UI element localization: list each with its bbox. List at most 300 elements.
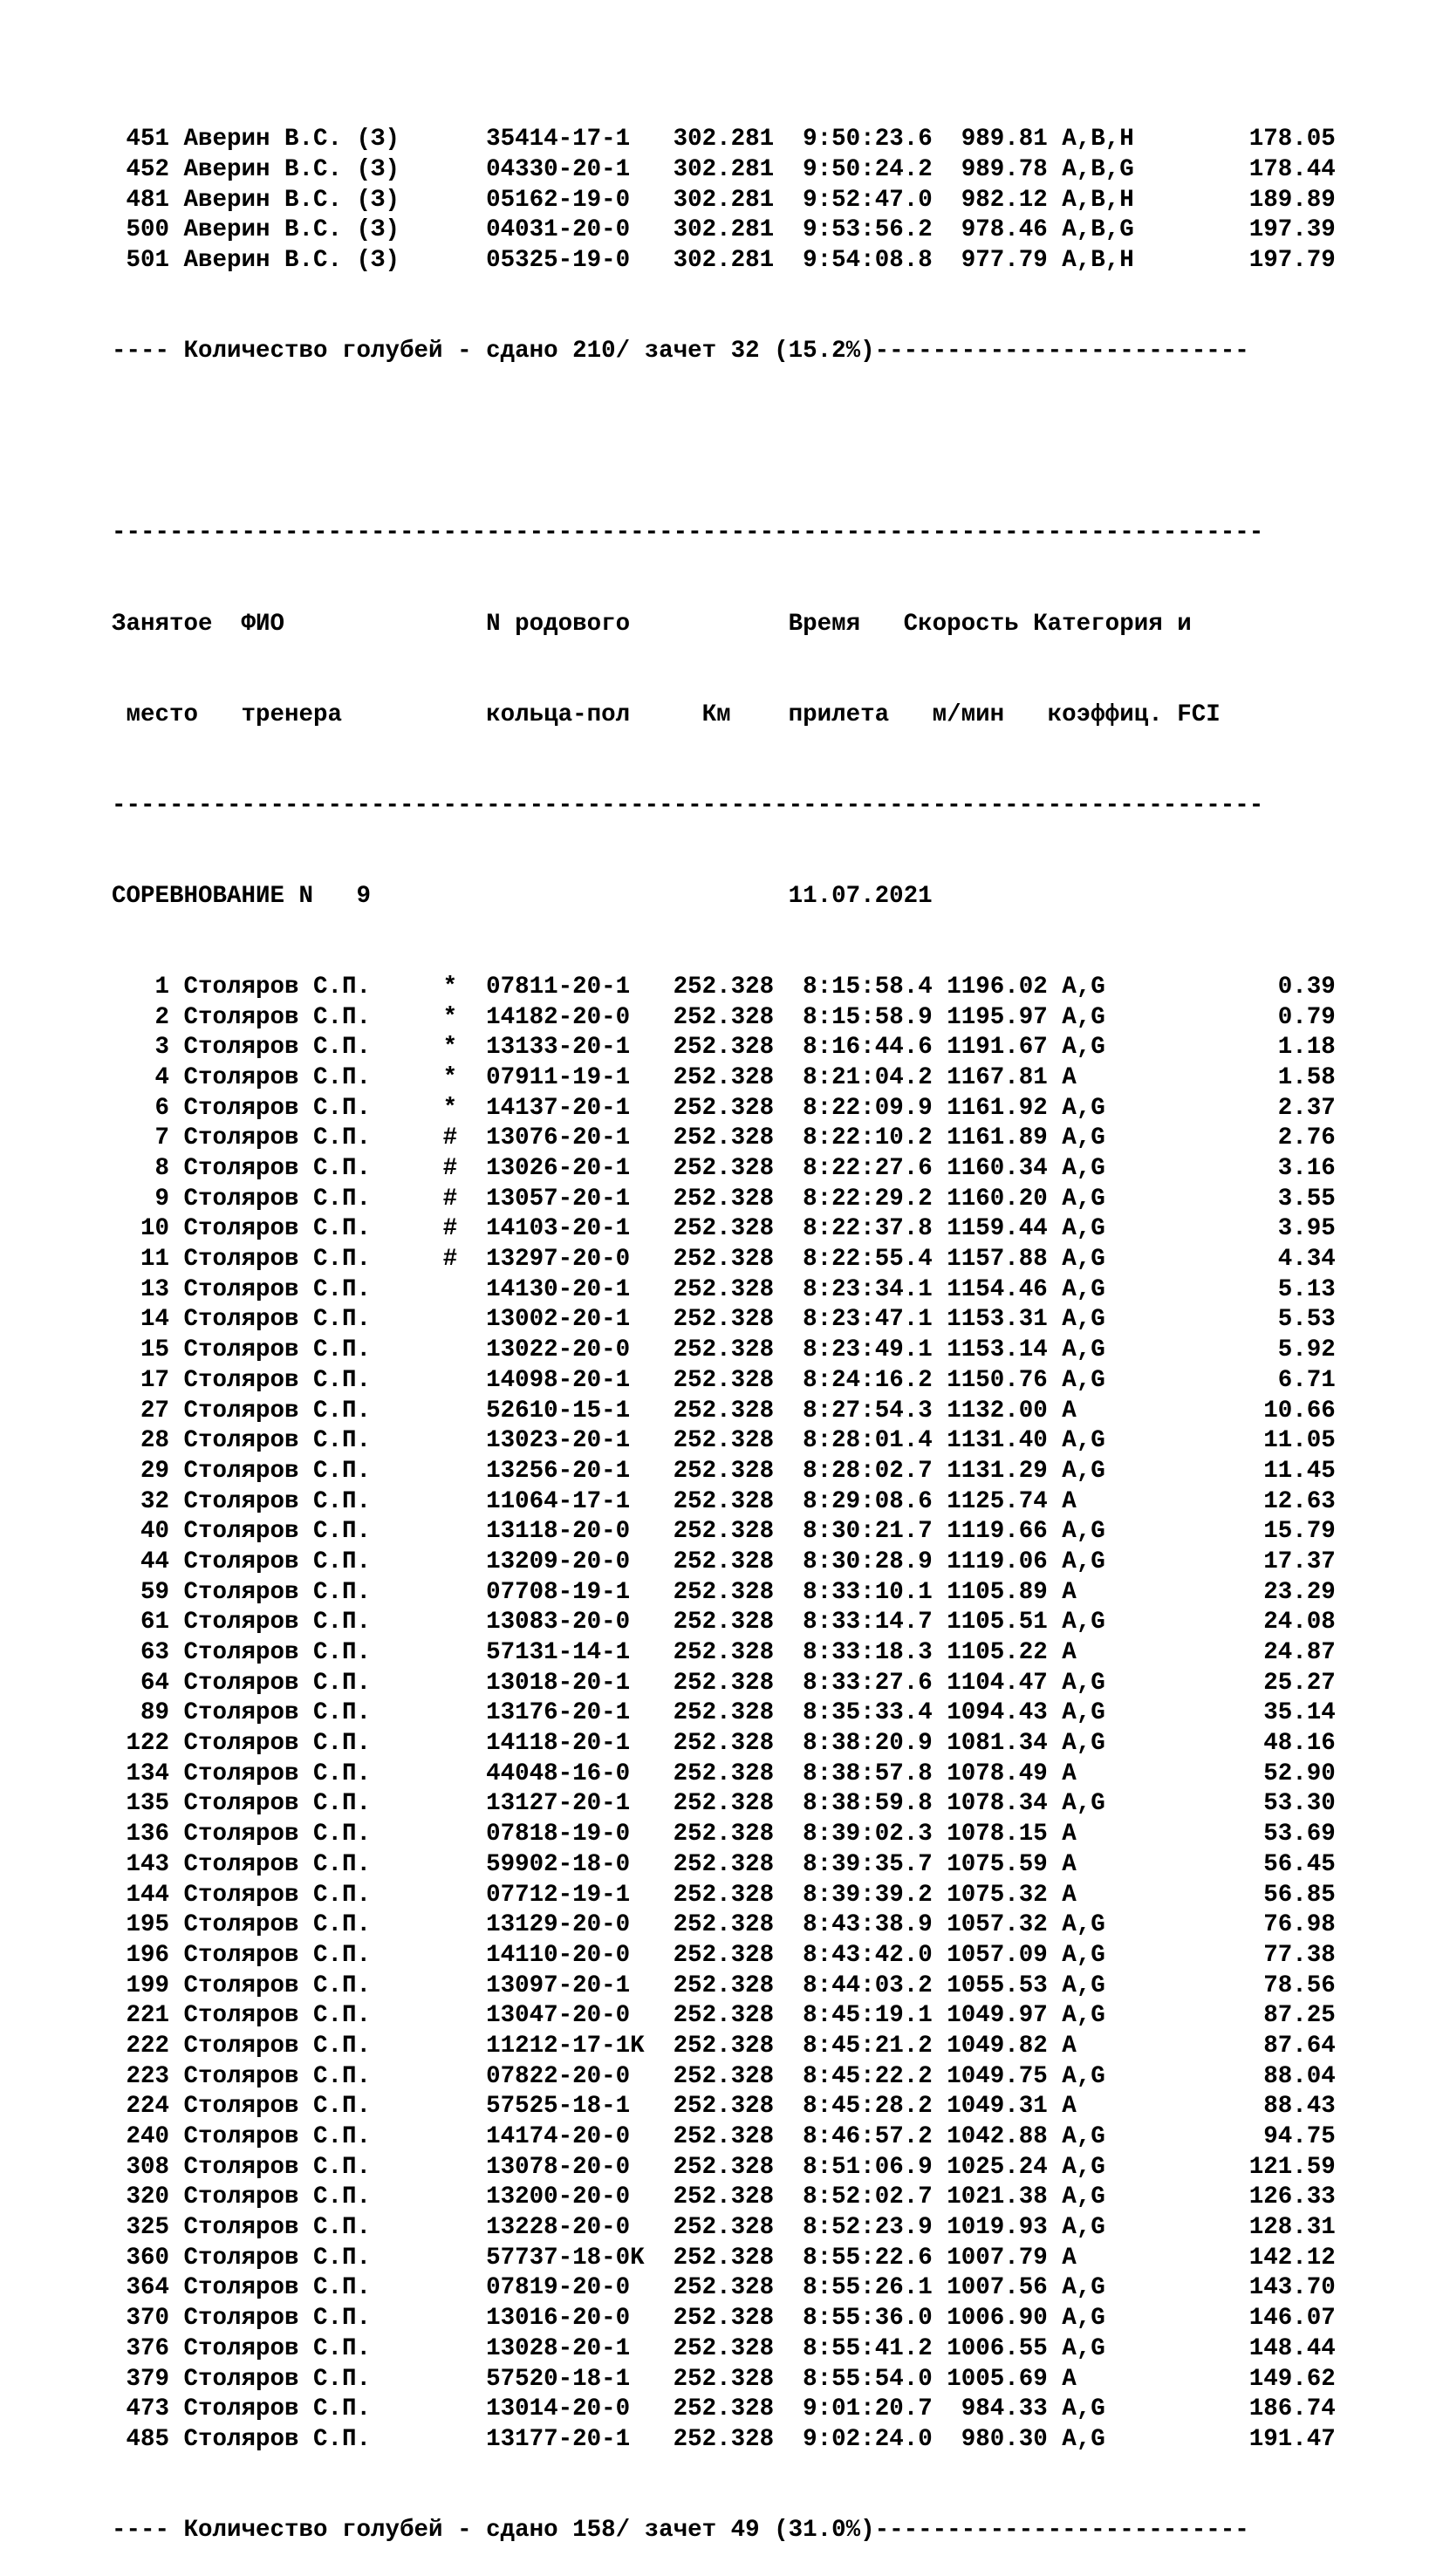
km-cell: 252.328 xyxy=(659,1275,789,1303)
arrival-time-cell: 9:53:56.2 xyxy=(788,216,947,244)
mark-cell xyxy=(443,2214,487,2241)
km-cell: 252.328 xyxy=(659,1094,789,1122)
km-cell: 252.328 xyxy=(659,2244,789,2272)
trainer-cell: Столяров С.П. xyxy=(183,1790,443,1818)
mark-cell xyxy=(443,2093,487,2120)
speed-cell: 1025.24 xyxy=(947,2153,1063,2181)
fci-coef-cell: 197.79 xyxy=(1148,247,1336,275)
ring-cell: 13057-20-1 xyxy=(486,1185,660,1213)
trainer-cell: Аверин В.С. (З) xyxy=(183,247,443,275)
speed-cell: 1154.46 xyxy=(947,1275,1063,1303)
km-cell: 252.328 xyxy=(659,1911,789,1939)
km-cell: 252.328 xyxy=(659,1003,789,1031)
arrival-time-cell: 8:27:54.3 xyxy=(788,1397,947,1425)
speed-cell: 1153.14 xyxy=(947,1336,1063,1364)
fci-coef-cell: 2.37 xyxy=(1148,1094,1336,1122)
ring-cell: 07911-19-1 xyxy=(486,1063,660,1091)
fci-coef-cell: 0.39 xyxy=(1148,973,1336,1001)
arrival-time-cell: 8:28:02.7 xyxy=(788,1457,947,1485)
category-cell: A,G xyxy=(1062,1306,1149,1334)
ring-cell: 13177-20-1 xyxy=(486,2425,660,2453)
arrival-time-cell: 8:55:41.2 xyxy=(788,2334,947,2362)
fci-coef-cell: 126.33 xyxy=(1148,2183,1336,2211)
trainer-cell: Столяров С.П. xyxy=(183,2214,443,2242)
speed-cell: 1153.31 xyxy=(947,1306,1063,1334)
speed-cell: 984.33 xyxy=(947,2395,1063,2423)
category-cell: A xyxy=(1062,2244,1149,2272)
table-row xyxy=(112,1820,1336,1850)
table-row xyxy=(112,1063,1336,1094)
speed-cell: 1049.82 xyxy=(947,2032,1063,2060)
category-cell: A,G xyxy=(1062,1185,1149,1213)
category-cell: A,G xyxy=(1062,973,1149,1001)
place-cell: 199 xyxy=(112,1971,184,1999)
km-cell: 252.328 xyxy=(659,1366,789,1394)
category-cell: A,G xyxy=(1062,2183,1149,2211)
fci-coef-cell: 1.58 xyxy=(1148,1063,1336,1091)
arrival-time-cell: 8:38:20.9 xyxy=(788,1730,947,1758)
km-cell: 252.328 xyxy=(659,2274,789,2302)
arrival-time-cell: 8:21:04.2 xyxy=(788,1063,947,1091)
place-cell: 144 xyxy=(112,1881,184,1909)
fci-coef-cell: 12.63 xyxy=(1148,1487,1336,1515)
place-cell: 136 xyxy=(112,1821,184,1848)
mark-cell xyxy=(443,2002,487,2029)
ring-cell: 13016-20-0 xyxy=(486,2305,660,2333)
speed-cell: 1105.51 xyxy=(947,1609,1063,1636)
mark-cell xyxy=(443,1670,487,1697)
fci-coef-cell: 128.31 xyxy=(1148,2214,1336,2242)
table-row xyxy=(112,1426,1336,1457)
arrival-time-cell: 8:22:10.2 xyxy=(788,1124,947,1152)
column-header-line-2: место тренера кольца-пол Км прилета м/мин коэффиц. FCI xyxy=(112,700,1221,728)
arrival-time-cell: 8:24:16.2 xyxy=(788,1366,947,1394)
trainer-cell: Столяров С.П. xyxy=(183,2183,443,2211)
speed-cell: 1132.00 xyxy=(947,1397,1063,1425)
arrival-time-cell: 8:23:34.1 xyxy=(788,1275,947,1303)
place-cell: 2 xyxy=(112,1003,184,1031)
trainer-cell: Столяров С.П. xyxy=(183,1427,443,1455)
trainer-cell: Столяров С.П. xyxy=(183,1699,443,1727)
km-cell: 252.328 xyxy=(659,973,789,1001)
place-cell: 1 xyxy=(112,973,184,1001)
trainer-cell: Столяров С.П. xyxy=(183,2425,443,2453)
place-cell: 64 xyxy=(112,1669,184,1697)
category-cell: A xyxy=(1062,2093,1149,2121)
table-row xyxy=(112,1941,1336,1971)
speed-cell: 978.46 xyxy=(947,216,1063,244)
km-cell: 252.328 xyxy=(659,2425,789,2453)
km-cell: 252.328 xyxy=(659,1306,789,1334)
fci-coef-cell: 197.39 xyxy=(1148,216,1336,244)
fci-coef-cell: 56.85 xyxy=(1148,1881,1336,1909)
km-cell: 252.328 xyxy=(659,1759,789,1787)
mark-cell: * xyxy=(442,1034,487,1062)
place-cell: 325 xyxy=(112,2214,184,2242)
km-cell: 252.328 xyxy=(659,2334,789,2362)
place-cell: 240 xyxy=(112,2123,184,2151)
fci-coef-cell: 87.64 xyxy=(1148,2032,1336,2060)
trainer-cell: Столяров С.П. xyxy=(183,2153,443,2181)
mark-cell xyxy=(443,1306,487,1333)
ring-cell: 14110-20-0 xyxy=(486,1941,660,1969)
arrival-time-cell: 8:38:59.8 xyxy=(788,1790,947,1818)
category-cell: A,G xyxy=(1062,1911,1149,1939)
fci-coef-cell: 11.45 xyxy=(1148,1457,1336,1485)
place-cell: 360 xyxy=(112,2244,184,2272)
category-cell: A,G xyxy=(1062,1246,1149,1274)
speed-cell: 980.30 xyxy=(947,2425,1063,2453)
speed-cell: 1075.59 xyxy=(947,1850,1063,1878)
ring-cell: 14098-20-1 xyxy=(486,1366,660,1394)
trainer-cell: Аверин В.С. (З) xyxy=(183,186,443,214)
speed-cell: 1131.29 xyxy=(947,1457,1063,1485)
trainer-cell: Столяров С.П. xyxy=(183,1821,443,1848)
fci-coef-cell: 146.07 xyxy=(1148,2305,1336,2333)
arrival-time-cell: 8:52:02.7 xyxy=(788,2183,947,2211)
table-row xyxy=(112,1124,1336,1154)
category-cell: A,G xyxy=(1062,2153,1149,2181)
fci-coef-cell: 10.66 xyxy=(1148,1397,1336,1425)
ring-cell: 13127-20-1 xyxy=(486,1790,660,1818)
category-cell: A,G xyxy=(1062,2062,1149,2090)
ring-cell: 13076-20-1 xyxy=(486,1124,660,1152)
category-cell: A,G xyxy=(1062,1518,1149,1546)
km-cell: 252.328 xyxy=(659,1427,789,1455)
mark-cell xyxy=(443,1882,487,1909)
mark-cell xyxy=(443,2063,487,2090)
category-cell: A,G xyxy=(1062,1669,1149,1697)
mark-cell xyxy=(443,2154,487,2181)
table-row xyxy=(112,2183,1336,2213)
table-row xyxy=(112,2365,1336,2395)
trainer-cell: Аверин В.С. (З) xyxy=(183,126,443,154)
trainer-cell: Столяров С.П. xyxy=(183,1730,443,1758)
mark-cell xyxy=(443,1336,487,1363)
table-row xyxy=(112,2273,1336,2304)
place-cell: 135 xyxy=(112,1790,184,1818)
table-row xyxy=(112,1487,1336,1518)
trainer-cell: Столяров С.П. xyxy=(183,1669,443,1697)
ring-cell: 07712-19-1 xyxy=(486,1881,660,1909)
table-row xyxy=(112,1336,1336,1366)
place-cell: 8 xyxy=(112,1155,184,1183)
km-cell: 252.328 xyxy=(659,1609,789,1636)
mark-cell xyxy=(443,1458,487,1485)
speed-cell: 1049.75 xyxy=(947,2062,1063,2090)
arrival-time-cell: 8:22:37.8 xyxy=(788,1215,947,1243)
speed-cell: 1104.47 xyxy=(947,1669,1063,1697)
trainer-cell: Столяров С.П. xyxy=(183,1518,443,1546)
ring-cell: 14182-20-0 xyxy=(486,1003,660,1031)
trainer-cell: Столяров С.П. xyxy=(183,1003,443,1031)
category-cell: A xyxy=(1062,1578,1149,1606)
trainer-cell: Столяров С.П. xyxy=(183,1639,443,1667)
blank-line xyxy=(112,427,1336,458)
category-cell: A,G xyxy=(1062,1609,1149,1636)
trainer-cell: Столяров С.П. xyxy=(183,2334,443,2362)
fci-coef-cell: 149.62 xyxy=(1148,2365,1336,2393)
category-cell: A,G xyxy=(1062,1548,1149,1575)
place-cell: 11 xyxy=(112,1246,184,1274)
speed-cell: 1159.44 xyxy=(947,1215,1063,1243)
arrival-time-cell: 8:35:33.4 xyxy=(788,1699,947,1727)
table-row xyxy=(112,1698,1336,1729)
mark-cell: # xyxy=(442,1124,487,1152)
table-row xyxy=(112,1305,1336,1336)
place-cell: 27 xyxy=(112,1397,184,1425)
arrival-time-cell: 8:29:08.6 xyxy=(788,1487,947,1515)
ring-cell: 44048-16-0 xyxy=(486,1759,660,1787)
mark-cell xyxy=(443,1548,487,1575)
ring-cell: 07818-19-0 xyxy=(486,1821,660,1848)
km-cell: 302.281 xyxy=(659,247,789,275)
km-cell: 252.328 xyxy=(659,1669,789,1697)
ring-cell: 04031-20-0 xyxy=(486,216,660,244)
speed-cell: 1007.56 xyxy=(947,2274,1063,2302)
place-cell: 308 xyxy=(112,2153,184,2181)
speed-cell: 1006.55 xyxy=(947,2334,1063,2362)
results-sheet xyxy=(112,65,1336,2576)
table-row xyxy=(112,1578,1336,1609)
fci-coef-cell: 53.69 xyxy=(1148,1821,1336,1848)
ring-cell: 14103-20-1 xyxy=(486,1215,660,1243)
km-cell: 252.328 xyxy=(659,2062,789,2090)
table-row xyxy=(112,1548,1336,1578)
category-cell: A,B,H xyxy=(1062,247,1149,275)
ring-cell: 13133-20-1 xyxy=(486,1034,660,1062)
category-cell: A,G xyxy=(1062,2002,1149,2030)
km-cell: 252.328 xyxy=(659,1457,789,1485)
fci-coef-cell: 0.79 xyxy=(1148,1003,1336,1031)
table-row xyxy=(112,973,1336,1003)
speed-cell: 1161.92 xyxy=(947,1094,1063,1122)
trainer-cell: Аверин В.С. (З) xyxy=(183,156,443,184)
ring-cell: 57131-14-1 xyxy=(486,1639,660,1667)
table-row xyxy=(112,2122,1336,2153)
place-cell: 28 xyxy=(112,1427,184,1455)
speed-cell: 1157.88 xyxy=(947,1246,1063,1274)
fci-coef-cell: 77.38 xyxy=(1148,1941,1336,1969)
fci-coef-cell: 2.76 xyxy=(1148,1124,1336,1152)
km-cell: 252.328 xyxy=(659,1790,789,1818)
fci-coef-cell: 189.89 xyxy=(1148,186,1336,214)
ring-cell: 07811-20-1 xyxy=(486,973,660,1001)
mark-cell xyxy=(443,1367,487,1394)
arrival-time-cell: 8:45:22.2 xyxy=(788,2062,947,2090)
mark-cell: # xyxy=(442,1155,487,1183)
mark-cell: # xyxy=(442,1185,487,1213)
speed-cell: 977.79 xyxy=(947,247,1063,275)
ring-cell: 13200-20-0 xyxy=(486,2183,660,2211)
arrival-time-cell: 8:22:29.2 xyxy=(788,1185,947,1213)
mark-cell xyxy=(443,156,487,183)
fci-coef-cell: 186.74 xyxy=(1148,2395,1336,2423)
place-cell: 40 xyxy=(112,1518,184,1546)
mark-cell xyxy=(443,2305,487,2332)
place-cell: 14 xyxy=(112,1306,184,1334)
fci-coef-cell: 178.44 xyxy=(1148,156,1336,184)
arrival-time-cell: 8:30:28.9 xyxy=(788,1548,947,1575)
arrival-time-cell: 8:55:36.0 xyxy=(788,2305,947,2333)
speed-cell: 1078.15 xyxy=(947,1821,1063,1848)
place-cell: 196 xyxy=(112,1941,184,1969)
km-cell: 252.328 xyxy=(659,2153,789,2181)
table-row xyxy=(112,1033,1336,1063)
table-row xyxy=(112,2395,1336,2425)
category-cell: A xyxy=(1062,1759,1149,1787)
place-cell: 195 xyxy=(112,1911,184,1939)
ring-cell: 13097-20-1 xyxy=(486,1971,660,1999)
arrival-time-cell: 9:50:23.6 xyxy=(788,126,947,154)
arrival-time-cell: 8:39:39.2 xyxy=(788,1881,947,1909)
mark-cell xyxy=(443,1851,487,1878)
speed-cell: 1007.79 xyxy=(947,2244,1063,2272)
arrival-time-cell: 8:23:49.1 xyxy=(788,1336,947,1364)
place-cell: 63 xyxy=(112,1639,184,1667)
speed-cell: 1119.06 xyxy=(947,1548,1063,1575)
table-row xyxy=(112,2153,1336,2183)
table-row xyxy=(112,1397,1336,1427)
km-cell: 252.328 xyxy=(659,1155,789,1183)
fci-coef-cell: 178.05 xyxy=(1148,126,1336,154)
place-cell: 143 xyxy=(112,1850,184,1878)
mark-cell xyxy=(443,1427,487,1454)
speed-cell: 1055.53 xyxy=(947,1971,1063,1999)
speed-cell: 1160.20 xyxy=(947,1185,1063,1213)
ring-cell: 13028-20-1 xyxy=(486,2334,660,2362)
fci-coef-cell: 5.92 xyxy=(1148,1336,1336,1364)
km-cell: 252.328 xyxy=(659,1034,789,1062)
fci-coef-cell: 87.25 xyxy=(1148,2002,1336,2030)
trainer-cell: Столяров С.П. xyxy=(183,1609,443,1636)
speed-cell: 1160.34 xyxy=(947,1155,1063,1183)
km-cell: 252.328 xyxy=(659,2305,789,2333)
speed-cell: 1105.22 xyxy=(947,1639,1063,1667)
mark-cell xyxy=(443,2274,487,2301)
km-cell: 252.328 xyxy=(659,1699,789,1727)
category-cell: A xyxy=(1062,1821,1149,1848)
mark-cell: * xyxy=(442,1094,487,1122)
arrival-time-cell: 8:43:42.0 xyxy=(788,1941,947,1969)
mark-cell xyxy=(443,1639,487,1666)
fci-coef-cell: 148.44 xyxy=(1148,2334,1336,2362)
arrival-time-cell: 8:43:38.9 xyxy=(788,1911,947,1939)
mark-cell xyxy=(443,1699,487,1726)
table-row xyxy=(112,1366,1336,1397)
speed-cell: 1131.40 xyxy=(947,1427,1063,1455)
trainer-cell: Столяров С.П. xyxy=(183,1246,443,1274)
km-cell: 252.328 xyxy=(659,2123,789,2151)
table-row xyxy=(112,1214,1336,1245)
place-cell: 61 xyxy=(112,1609,184,1636)
ring-cell: 11064-17-1 xyxy=(486,1487,660,1515)
mark-cell xyxy=(443,1276,487,1303)
mark-cell: # xyxy=(442,1246,487,1274)
place-cell: 481 xyxy=(112,186,184,214)
speed-cell: 1161.89 xyxy=(947,1124,1063,1152)
place-cell: 4 xyxy=(112,1063,184,1091)
km-cell: 252.328 xyxy=(659,2395,789,2423)
ring-cell: 13256-20-1 xyxy=(486,1457,660,1485)
fci-coef-cell: 6.71 xyxy=(1148,1366,1336,1394)
category-cell: A xyxy=(1062,1487,1149,1515)
table-row xyxy=(112,1881,1336,1911)
fci-coef-cell: 3.55 xyxy=(1148,1185,1336,1213)
ring-cell: 13129-20-0 xyxy=(486,1911,660,1939)
km-cell: 252.328 xyxy=(659,1971,789,1999)
ring-cell: 13047-20-0 xyxy=(486,2002,660,2030)
km-cell: 252.328 xyxy=(659,2093,789,2121)
table-row xyxy=(112,2062,1336,2093)
arrival-time-cell: 8:39:35.7 xyxy=(788,1850,947,1878)
table-row xyxy=(112,2092,1336,2122)
km-cell: 252.328 xyxy=(659,2365,789,2393)
fci-coef-cell: 56.45 xyxy=(1148,1850,1336,1878)
arrival-time-cell: 8:33:27.6 xyxy=(788,1669,947,1697)
place-cell: 221 xyxy=(112,2002,184,2030)
trainer-cell: Столяров С.П. xyxy=(183,2062,443,2090)
table-row xyxy=(112,1910,1336,1941)
fci-coef-cell: 15.79 xyxy=(1148,1518,1336,1546)
fci-coef-cell: 121.59 xyxy=(1148,2153,1336,2181)
trainer-cell: Столяров С.П. xyxy=(183,1155,443,1183)
km-cell: 252.328 xyxy=(659,1487,789,1515)
table-row xyxy=(112,1638,1336,1669)
category-cell: A,G xyxy=(1062,1124,1149,1152)
trainer-cell: Столяров С.П. xyxy=(183,2032,443,2060)
arrival-time-cell: 8:52:23.9 xyxy=(788,2214,947,2242)
place-cell: 6 xyxy=(112,1094,184,1122)
mark-cell xyxy=(443,1821,487,1848)
table-row xyxy=(112,186,1336,216)
ring-cell: 35414-17-1 xyxy=(486,126,660,154)
place-cell: 44 xyxy=(112,1548,184,1575)
km-cell: 252.328 xyxy=(659,1518,789,1546)
speed-cell: 1078.49 xyxy=(947,1759,1063,1787)
fci-coef-cell: 24.08 xyxy=(1148,1609,1336,1636)
table-row xyxy=(112,2213,1336,2244)
place-cell: 364 xyxy=(112,2274,184,2302)
arrival-time-cell: 8:45:21.2 xyxy=(788,2032,947,2060)
fci-coef-cell: 1.18 xyxy=(1148,1034,1336,1062)
km-cell: 302.281 xyxy=(659,126,789,154)
ring-cell: 05325-19-0 xyxy=(486,247,660,275)
mark-cell xyxy=(443,126,487,153)
place-cell: 10 xyxy=(112,1215,184,1243)
place-cell: 7 xyxy=(112,1124,184,1152)
ring-cell: 57525-18-1 xyxy=(486,2093,660,2121)
category-cell: A,G xyxy=(1062,1155,1149,1183)
ring-cell: 14118-20-1 xyxy=(486,1730,660,1758)
ring-cell: 13228-20-0 xyxy=(486,2214,660,2242)
trainer-cell: Столяров С.П. xyxy=(183,1215,443,1243)
place-cell: 485 xyxy=(112,2425,184,2453)
ring-cell: 13018-20-1 xyxy=(486,1669,660,1697)
category-cell: A,G xyxy=(1062,1790,1149,1818)
trainer-cell: Столяров С.П. xyxy=(183,1275,443,1303)
mark-cell xyxy=(443,2426,487,2453)
speed-cell: 1191.67 xyxy=(947,1034,1063,1062)
mark-cell: # xyxy=(442,1215,487,1243)
ring-cell: 13002-20-1 xyxy=(486,1306,660,1334)
mark-cell xyxy=(443,2183,487,2210)
table-row xyxy=(112,215,1336,246)
speed-cell: 1021.38 xyxy=(947,2183,1063,2211)
fci-coef-cell: 53.30 xyxy=(1148,1790,1336,1818)
category-cell: A xyxy=(1062,2365,1149,2393)
speed-cell: 1019.93 xyxy=(947,2214,1063,2242)
